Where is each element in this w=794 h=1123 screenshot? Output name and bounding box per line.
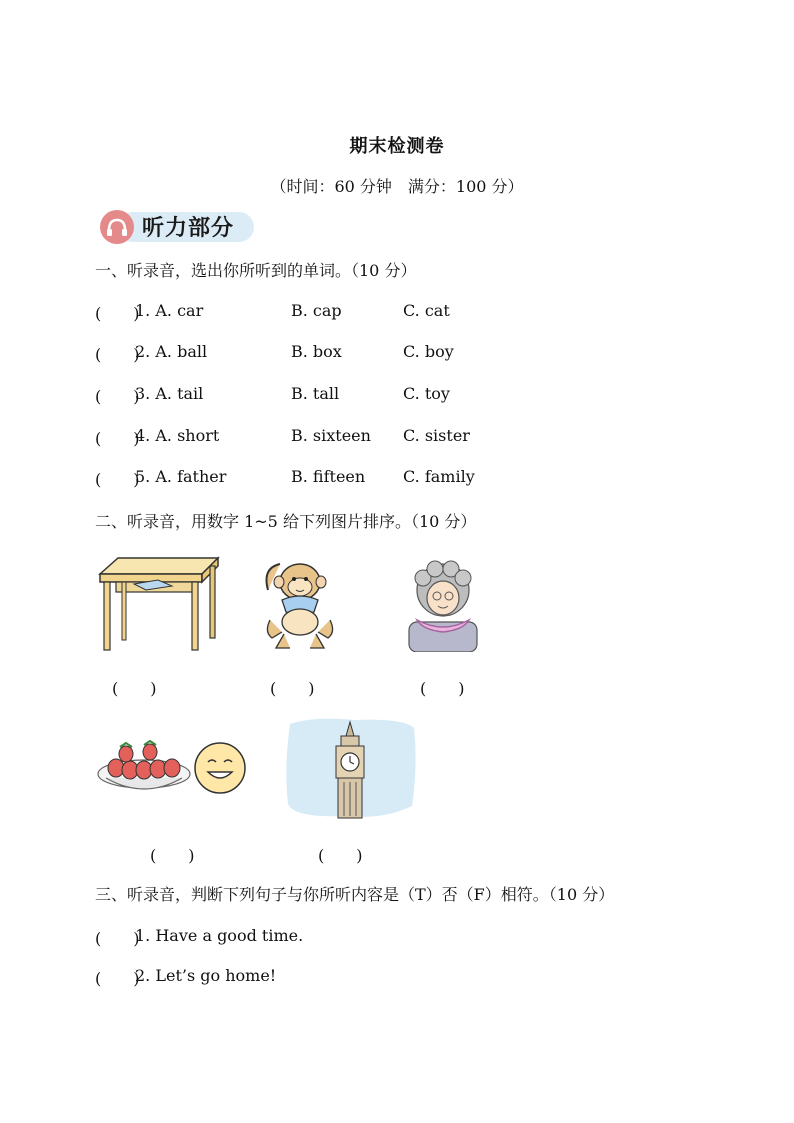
answer-blank[interactable]: ( ) — [270, 679, 315, 698]
grandma-picture — [403, 560, 483, 652]
answer-blank[interactable]: ( ) — [95, 304, 140, 323]
headphones-icon — [100, 210, 134, 244]
strawberries-smile-picture — [96, 738, 250, 798]
question-row — [95, 467, 495, 489]
option-b: B. tall — [291, 384, 340, 403]
sentence-text: 2. Let’s go home! — [135, 966, 277, 985]
desk-picture — [98, 556, 220, 656]
question-row — [95, 301, 495, 323]
answer-blank[interactable]: ( ) — [95, 345, 140, 364]
page-title: 期末检测卷 — [349, 136, 445, 157]
answer-blank[interactable]: ( ) — [95, 969, 140, 988]
part3-heading: 三、听录音，判断下列句子与你所听内容是（T）否（F）相符。（10 分） — [95, 885, 615, 904]
option-a: 4. A. short — [135, 426, 220, 445]
monkey-picture — [260, 560, 340, 652]
answer-blank[interactable]: ( ) — [112, 679, 157, 698]
answer-blank[interactable]: ( ) — [318, 846, 363, 865]
answer-blank[interactable]: ( ) — [95, 470, 140, 489]
option-c: C. family — [403, 467, 475, 486]
answer-blank[interactable]: ( ) — [95, 429, 140, 448]
question-row — [95, 384, 495, 406]
answer-blank[interactable]: ( ) — [95, 387, 140, 406]
true-false-row — [95, 926, 495, 948]
answer-blank[interactable]: ( ) — [95, 929, 140, 948]
true-false-row — [95, 966, 495, 988]
banner-label: 听力部分 — [142, 216, 235, 241]
option-a: 1. A. car — [135, 301, 204, 320]
option-a: 5. A. father — [135, 467, 227, 486]
exam-time-score: （时间：60 分钟 满分：100 分） — [270, 177, 524, 196]
question-row — [95, 426, 495, 448]
big-ben-picture — [284, 716, 418, 820]
answer-blank[interactable]: ( ) — [150, 846, 195, 865]
part1-heading: 一、听录音，选出你所听到的单词。（10 分） — [95, 261, 417, 280]
option-b: B. sixteen — [291, 426, 371, 445]
option-c: C. sister — [403, 426, 470, 445]
listening-section-banner — [100, 208, 256, 244]
option-b: B. cap — [291, 301, 342, 320]
option-a: 2. A. ball — [135, 342, 208, 361]
answer-blank[interactable]: ( ) — [420, 679, 465, 698]
option-b: B. box — [291, 342, 342, 361]
option-a: 3. A. tail — [135, 384, 204, 403]
question-row — [95, 342, 495, 364]
option-c: C. cat — [403, 301, 450, 320]
option-c: C. toy — [403, 384, 450, 403]
option-c: C. boy — [403, 342, 454, 361]
part2-heading: 二、听录音，用数字 1~5 给下列图片排序。（10 分） — [95, 512, 477, 531]
sentence-text: 1. Have a good time. — [135, 926, 304, 945]
option-b: B. fifteen — [291, 467, 366, 486]
